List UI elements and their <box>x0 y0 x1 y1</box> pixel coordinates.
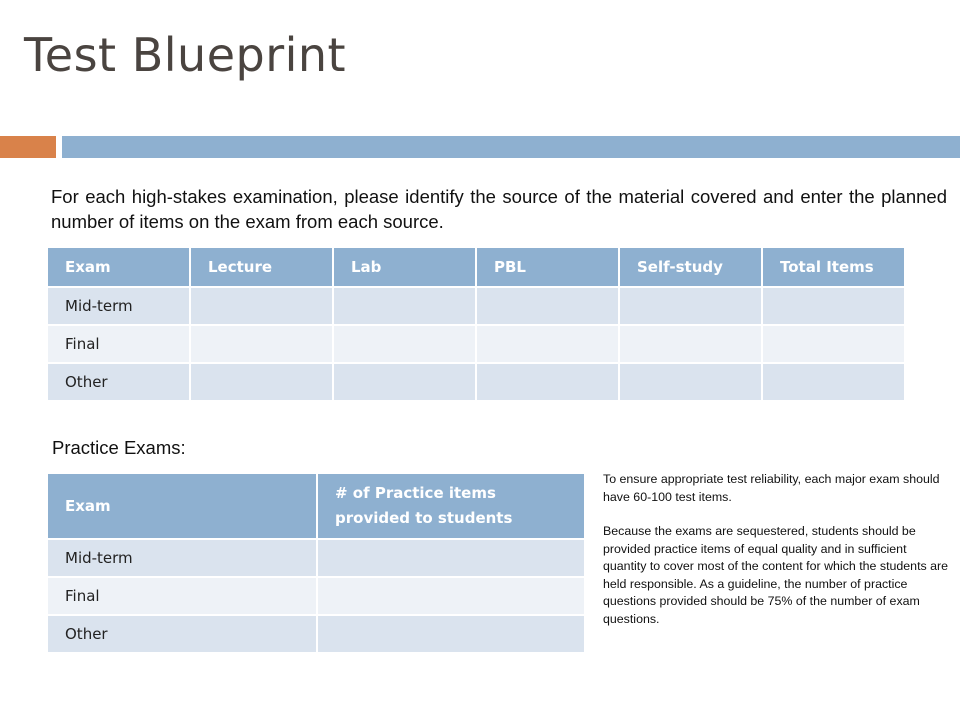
column-header-self-study: Self-study <box>620 248 763 288</box>
page-title: Test Blueprint <box>24 28 347 82</box>
table-cell[interactable] <box>620 364 763 402</box>
table-row <box>48 364 904 402</box>
table-cell[interactable] <box>620 326 763 364</box>
table-cell[interactable] <box>191 288 334 326</box>
table-cell[interactable] <box>334 326 477 364</box>
column-header-exam: Exam <box>48 474 318 540</box>
table-row <box>48 616 584 654</box>
accent-bar-blue <box>62 136 960 158</box>
table-cell[interactable] <box>620 288 763 326</box>
table-row <box>48 326 904 364</box>
table-cell[interactable] <box>477 288 620 326</box>
note-reliability: To ensure appropriate test reliability, each major exam should have 60-100 test items. <box>603 472 940 504</box>
table-cell[interactable] <box>334 288 477 326</box>
table-row <box>48 578 584 616</box>
column-header-pbl: PBL <box>477 248 620 288</box>
table-cell[interactable] <box>191 326 334 364</box>
table-header-row <box>48 474 584 540</box>
column-header-exam: Exam <box>48 248 191 288</box>
row-label-cell: Final <box>48 578 318 616</box>
intro-text: For each high-stakes examination, please identify the source of the material covered and enter the planned number of items on the exam from each source. <box>51 186 947 232</box>
table-cell[interactable] <box>477 326 620 364</box>
note-practice-guideline: Because the exams are sequestered, students should be provided practice items of equal quality and in sufficient quantity to cover most of the content for which the students are held responsible. As a guideline, the number of practice questions provided should be 75% of the number of exam questions. <box>603 524 949 626</box>
table-cell[interactable] <box>318 540 584 578</box>
column-header-practice-items: # of Practice items provided to students <box>318 474 584 540</box>
blueprint-table <box>48 248 904 402</box>
table-cell[interactable] <box>318 578 584 616</box>
practice-table <box>48 474 584 654</box>
table-cell[interactable] <box>763 288 904 326</box>
table-cell[interactable] <box>191 364 334 402</box>
table-row <box>48 540 584 578</box>
guideline-note <box>603 471 953 628</box>
row-label-cell: Mid-term <box>48 540 318 578</box>
row-label-cell: Other <box>48 364 191 402</box>
table-header-row <box>48 248 904 288</box>
column-header-lecture: Lecture <box>191 248 334 288</box>
table-row <box>48 288 904 326</box>
row-label-cell: Mid-term <box>48 288 191 326</box>
column-header-total-items: Total Items <box>763 248 904 288</box>
practice-exams-heading: Practice Exams: <box>52 437 186 458</box>
table-cell[interactable] <box>763 326 904 364</box>
row-label-cell: Final <box>48 326 191 364</box>
row-label-cell: Other <box>48 616 318 654</box>
table-cell[interactable] <box>763 364 904 402</box>
accent-bar-orange <box>0 136 56 158</box>
table-cell[interactable] <box>477 364 620 402</box>
table-cell[interactable] <box>318 616 584 654</box>
table-cell[interactable] <box>334 364 477 402</box>
column-header-lab: Lab <box>334 248 477 288</box>
